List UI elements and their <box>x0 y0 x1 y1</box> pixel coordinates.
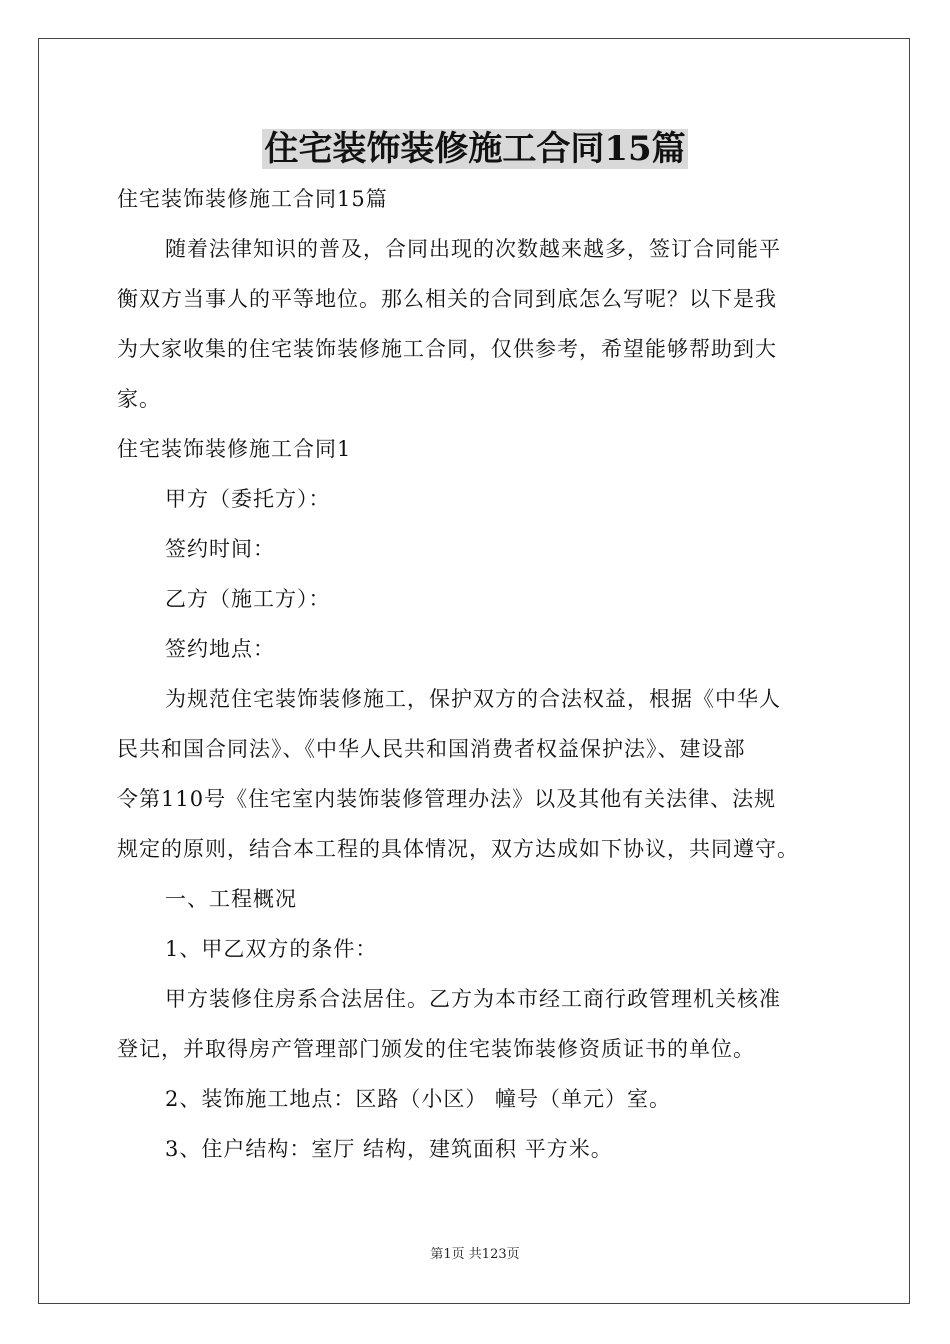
intro-line: 衡双方当事人的平等地位。那么相关的合同到底怎么写呢？以下是我 <box>117 287 777 311</box>
document-title <box>0 126 950 172</box>
chapter-heading: 一、工程概况 <box>165 887 297 911</box>
clause-heading: 1、甲乙双方的条件： <box>165 937 378 961</box>
intro-line: 随着法律知识的普及，合同出现的次数越来越多，签订合同能平 <box>165 237 781 261</box>
intro-line: 家。 <box>117 387 161 411</box>
clause-line: 3、住户结构：室厅 结构，建筑面积 平方米。 <box>165 1137 613 1161</box>
preamble-line: 为规范住宅装饰装修施工，保护双方的合法权益，根据《中华人 <box>165 687 781 711</box>
clause-body-line: 登记，并取得房产管理部门颁发的住宅装饰装修资质证书的单位。 <box>117 1037 755 1061</box>
party-b-label: 乙方（施工方）： <box>165 587 331 611</box>
page-footer: 第1页 共123页 <box>430 1247 520 1262</box>
section-heading: 住宅装饰装修施工合同1 <box>117 437 352 461</box>
party-a-label: 甲方（委托方）： <box>165 487 331 511</box>
document-subtitle: 住宅装饰装修施工合同15篇 <box>117 187 388 211</box>
sign-time-label: 签约时间： <box>165 537 275 561</box>
preamble-line: 令第110号《住宅室内装饰装修管理办法》以及其他有关法律、法规 <box>117 787 777 811</box>
clause-body-line: 甲方装修住房系合法居住。乙方为本市经工商行政管理机关核准 <box>165 987 781 1011</box>
clause-line: 2、装饰施工地点：区路（小区） 幢号（单元）室。 <box>165 1087 672 1111</box>
document-title-text: 住宅装饰装修施工合同15篇 <box>264 129 686 169</box>
page-border <box>38 38 910 1304</box>
intro-line: 为大家收集的住宅装饰装修施工合同，仅供参考，希望能够帮助到大 <box>117 337 777 361</box>
preamble-line: 民共和国合同法》、《中华人民共和国消费者权益保护法》、建设部 <box>117 737 746 761</box>
preamble-line: 规定的原则，结合本工程的具体情况，双方达成如下协议，共同遵守。 <box>117 837 799 861</box>
sign-place-label: 签约地点： <box>165 637 275 661</box>
